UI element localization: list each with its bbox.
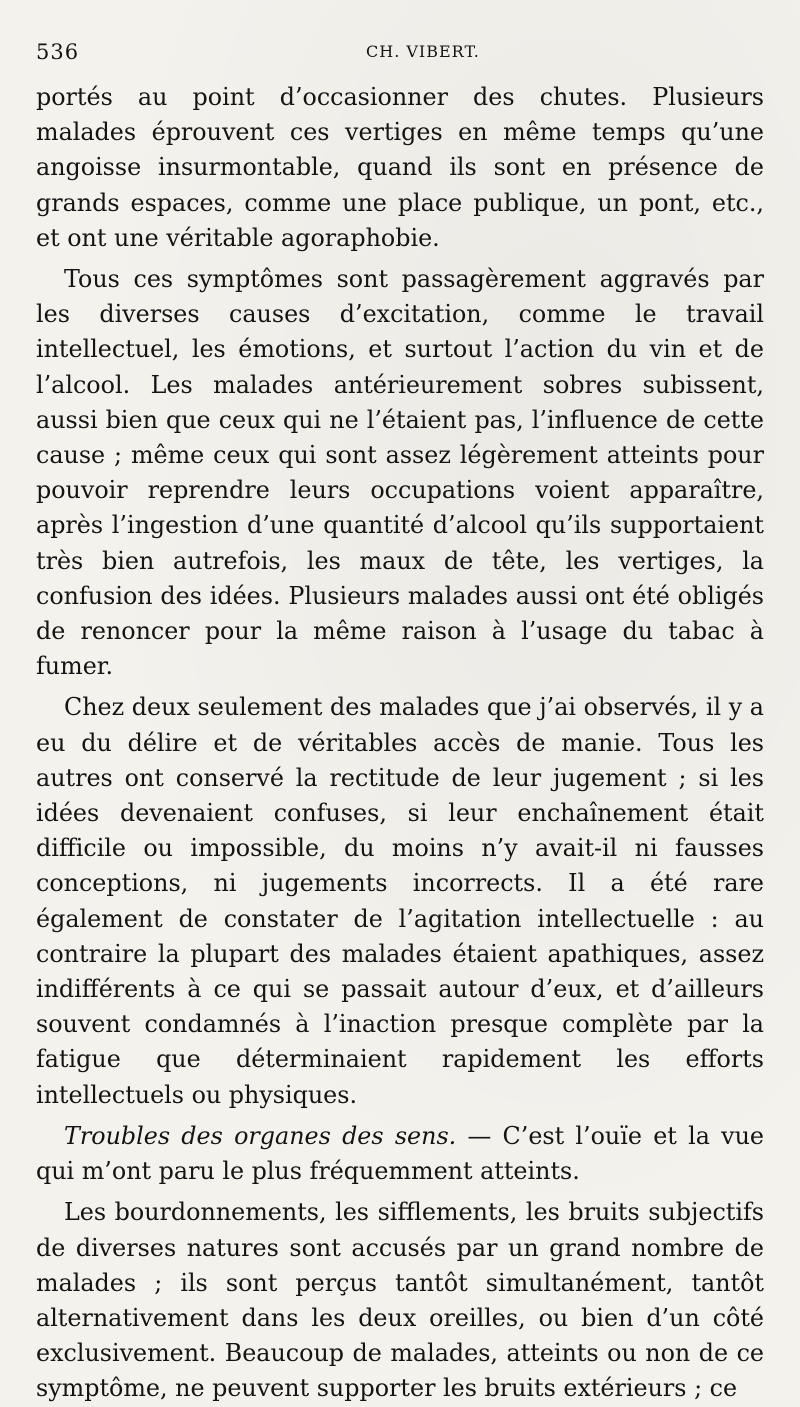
paragraph: Les bourdonnements, les sifflements, les bruits subjectifs de diverses natures sont accusés par un grand nombre de malades ; ils sont perçus tantôt simultanément, tantôt alternativement dans les deux oreilles, ou bien d’un côté exclusivement. Beaucoup de malades, atteints ou non de ce symptôme, ne peuvent supporter les bruits extérieurs ; ce [36,1198,764,1403]
paragraph: portés au point d’occasionner des chutes. Plusieurs malades éprouvent ces vertiges en même temps qu’une angoisse insurmontable, quand ils sont en présence de grands espaces, comme une place publique, un pont, etc., et ont une véritable agoraphobie. [36,83,764,252]
section-paragraph [36,1119,764,1189]
paragraph: Chez deux seulement des malades que j’ai observés, il y a eu du délire et de véritables accès de manie. Tous les autres ont conservé la rectitude de leur jugement ; si les idées devenaient confuses, si leur enchaînement était difficile ou impossible, du moins n’y avait-il ni fausses conceptions, ni jugements incorrects. Il a été rare également de constater de l’agitation intellectuelle : au contraire la plupart des malades étaient apathiques, assez indifférents à ce qui se passait autour d’eux, et d’ailleurs souvent condamnés à l’inaction presque complète par la fatigue que déterminaient rapidement les efforts intellectuels ou physiques. [36,693,764,1109]
page-header [36,40,764,74]
body-text [36,80,764,1407]
section-heading: Troubles des organes des sens. [64,1121,457,1150]
paragraph: Tous ces symptômes sont passagèrement aggravés par les diverses causes d’excitation, comme le travail intellectuel, les émotions, et surtout l’action du vin et de l’alcool. Les malades antérieurement sobres subissent, aussi bien que ceux qui ne l’étaient pas, l’influence de cette cause ; même ceux qui sont assez légèrement atteints pour pouvoir reprendre leurs occupations voient apparaître, après l’ingestion d’une quantité d’alcool qu’ils supportaient très bien autrefois, les maux de tête, les vertiges, la confusion des idées. Plusieurs malades aussi ont été obligés de renoncer pour la même raison à l’usage du tabac à fumer. [36,265,764,681]
section-heading-text: — C’est l’ouïe et la vue qui m’ont paru le plus fréquemment atteints. [36,1121,764,1186]
page-number: 536 [36,40,80,64]
running-title: CH. VIBERT. [366,42,480,61]
